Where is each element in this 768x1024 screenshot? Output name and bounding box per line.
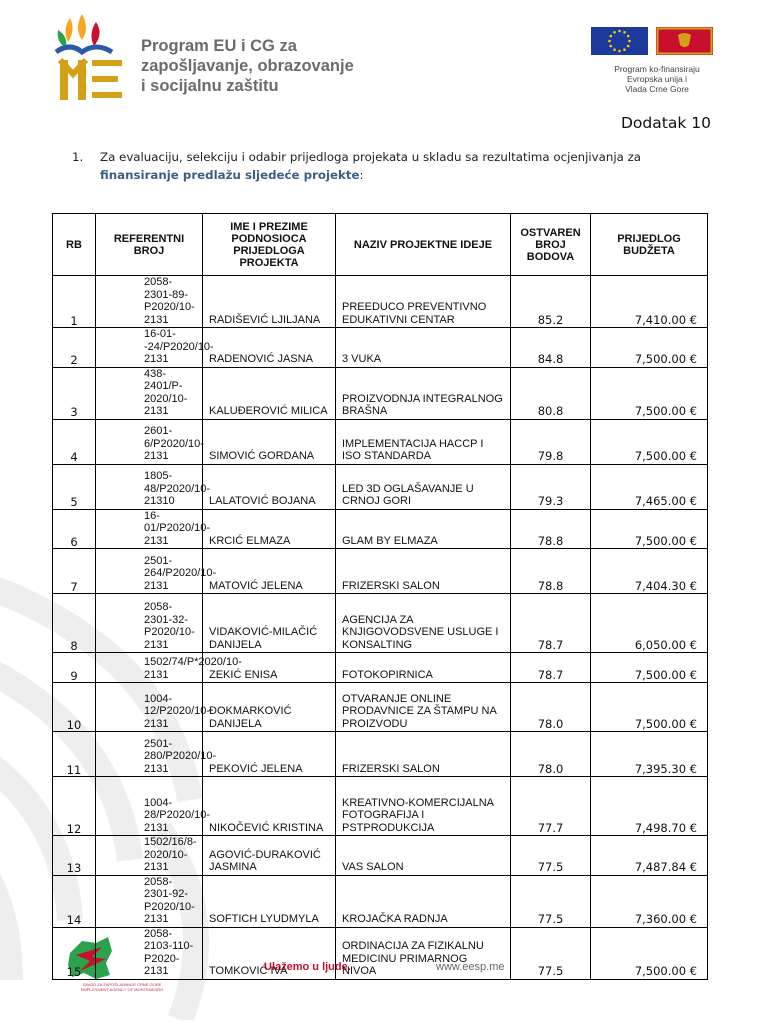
reference-number: 2058-2301-92-P2020/10-2131 xyxy=(96,875,203,927)
applicant-name: KALUĐEROVIĆ MILICA xyxy=(203,367,336,419)
applicant-name: RADENOVIĆ JASNA xyxy=(203,328,336,368)
column-header-points: OSTVAREN BROJ BODOVA xyxy=(511,214,591,276)
budget: 7,500.00 € xyxy=(591,367,708,419)
row-number: 15 xyxy=(53,927,96,979)
table-body xyxy=(53,276,708,980)
table-row xyxy=(53,653,708,683)
points: 84.8 xyxy=(511,328,591,368)
table-row xyxy=(53,594,708,653)
reference-number: 2501-264/P2020/10-2131 xyxy=(96,549,203,594)
table-row xyxy=(53,836,708,876)
budget: 7,487.84 € xyxy=(591,836,708,876)
row-number: 11 xyxy=(53,732,96,777)
budget: 7,410.00 € xyxy=(591,276,708,328)
points: 77.5 xyxy=(511,836,591,876)
agency-name-line: EMPLOYMENT AGENCY OF MONTENEGRO xyxy=(80,987,164,992)
cofinancing-line: Vlada Crne Gore xyxy=(625,84,689,94)
reference-number: 2058-2301-89-P2020/10-2131 xyxy=(96,276,203,328)
reference-number: 16-01--24/P2020/10-2131 xyxy=(96,328,203,368)
column-header-applicant: IME I PREZIME PODNOSIOCA PRIJEDLOGA PROJEKTA xyxy=(203,214,336,276)
eu-flag-icon xyxy=(591,27,648,55)
applicant-name: SIMOVIĆ GORDANA xyxy=(203,419,336,464)
program-title-line: i socijalnu zaštitu xyxy=(141,77,279,95)
points: 79.3 xyxy=(511,464,591,509)
project-idea: GLAM BY ELMAZA xyxy=(336,509,511,549)
points: 78.8 xyxy=(511,509,591,549)
program-logo xyxy=(52,12,134,112)
points: 77.5 xyxy=(511,875,591,927)
reference-number: 2058-2301-32-P2020/10-2131 xyxy=(96,594,203,653)
reference-number: 16-01/P2020/10-2131 xyxy=(96,509,203,549)
agency-name xyxy=(52,982,192,992)
reference-number: 1004-12/P2020/10-2131 xyxy=(96,683,203,732)
budget: 7,465.00 € xyxy=(591,464,708,509)
row-number: 3 xyxy=(53,367,96,419)
intro-highlight: finansiranje predlažu sljedeće projekte xyxy=(100,168,360,182)
project-idea: FRIZERSKI SALON xyxy=(336,732,511,777)
agency-name-line: ZAVOD ZA ZAPOŠLJAVANJE CRNE GORE xyxy=(82,982,162,987)
program-title-line: Program EU i CG za xyxy=(141,37,297,55)
project-idea: KROJAČKA RADNJA xyxy=(336,875,511,927)
table-row xyxy=(53,419,708,464)
intro-text-block xyxy=(100,148,720,184)
cofinancing-line: Program ko-finansiraju xyxy=(614,64,700,74)
row-number: 7 xyxy=(53,549,96,594)
budget: 7,404.30 € xyxy=(591,549,708,594)
intro-text: Za evaluaciju, selekciju i odabir prijedloga projekata u skladu sa rezultatima ocjenjivanja za xyxy=(100,150,641,164)
applicant-name: AGOVIĆ-DURAKOVIĆ JASMINA xyxy=(203,836,336,876)
points: 77.7 xyxy=(511,777,591,836)
table-row xyxy=(53,732,708,777)
intro-number: 1. xyxy=(72,150,84,164)
budget: 7,500.00 € xyxy=(591,927,708,979)
table-row xyxy=(53,509,708,549)
points: 80.8 xyxy=(511,367,591,419)
applicant-name: MATOVIĆ JELENA xyxy=(203,549,336,594)
applicant-name: LALATOVIĆ BOJANA xyxy=(203,464,336,509)
applicant-name: SOFTICH LYUDMYLA xyxy=(203,875,336,927)
project-idea: OTVARANJE ONLINE PRODAVNICE ZA ŠTAMPU NA PROIZVODU xyxy=(336,683,511,732)
budget: 7,500.00 € xyxy=(591,653,708,683)
reference-number: 1502/74/P*2020/10-2131 xyxy=(96,653,203,683)
reference-number: 1502/16/8-2020/10-2131 xyxy=(96,836,203,876)
website-link[interactable]: www.eesp.me xyxy=(436,961,505,973)
column-header-project-idea: NAZIV PROJEKTNE IDEJE xyxy=(336,214,511,276)
reference-number: 2058-2103-110-P2020-2131 xyxy=(96,927,203,979)
table-row xyxy=(53,328,708,368)
row-number: 6 xyxy=(53,509,96,549)
applicant-name: ĐOKMARKOVIĆ DANIJELA xyxy=(203,683,336,732)
project-idea: FOTOKOPIRNICA xyxy=(336,653,511,683)
applicant-name: RADIŠEVIĆ LJILJANA xyxy=(203,276,336,328)
points: 78.7 xyxy=(511,653,591,683)
points: 79.8 xyxy=(511,419,591,464)
table-row xyxy=(53,875,708,927)
row-number: 2 xyxy=(53,328,96,368)
program-title-line: zapošljavanje, obrazovanje xyxy=(141,57,354,75)
montenegro-flag-icon xyxy=(656,27,713,55)
budget: 7,395.30 € xyxy=(591,732,708,777)
table-row xyxy=(53,927,708,979)
cofinancing-line: Evropska unija i xyxy=(626,74,687,84)
reference-number: 2601-6/P2020/10-2131 xyxy=(96,419,203,464)
table-row xyxy=(53,777,708,836)
table-header-row xyxy=(53,214,708,276)
column-header-budget: PRIJEDLOG BUDŽETA xyxy=(591,214,708,276)
column-header-reference: REFERENTNI BROJ xyxy=(96,214,203,276)
slogan: Ulažemo u ljude. xyxy=(264,961,351,973)
annex-title: Dodatak 10 xyxy=(621,114,711,132)
project-idea: AGENCIJA ZA KNJIGOVODSVENE USLUGE I KONSALTING xyxy=(336,594,511,653)
row-number: 1 xyxy=(53,276,96,328)
budget: 7,500.00 € xyxy=(591,509,708,549)
row-number: 10 xyxy=(53,683,96,732)
budget: 7,500.00 € xyxy=(591,419,708,464)
applicant-name: NIKOČEVIĆ KRISTINA xyxy=(203,777,336,836)
applicant-name: ZEKIĆ ENISA xyxy=(203,653,336,683)
row-number: 13 xyxy=(53,836,96,876)
applicant-name: PEKOVIĆ JELENA xyxy=(203,732,336,777)
reference-number: 438-2401/P-2020/10-2131 xyxy=(96,367,203,419)
table-row xyxy=(53,549,708,594)
project-idea: 3 VUKA xyxy=(336,328,511,368)
program-title xyxy=(141,36,381,96)
project-idea: KREATIVNO-KOMERCIJALNA FOTOGRAFIJA I PSTPRODUKCIJA xyxy=(336,777,511,836)
project-idea: LED 3D OGLAŠAVANJE U CRNOJ GORI xyxy=(336,464,511,509)
points: 78.0 xyxy=(511,732,591,777)
project-idea: PREEDUCO PREVENTIVNO EDUKATIVNI CENTAR xyxy=(336,276,511,328)
budget: 7,500.00 € xyxy=(591,328,708,368)
projects-table xyxy=(52,213,708,980)
row-number: 8 xyxy=(53,594,96,653)
budget: 7,498.70 € xyxy=(591,777,708,836)
intro-end: : xyxy=(359,168,364,182)
budget: 6,050.00 € xyxy=(591,594,708,653)
points: 78.8 xyxy=(511,549,591,594)
points: 85.2 xyxy=(511,276,591,328)
cofinancing-note xyxy=(592,64,722,94)
points: 77.5 xyxy=(511,927,591,979)
project-idea: PROIZVODNJA INTEGRALNOG BRAŠNA xyxy=(336,367,511,419)
row-number: 5 xyxy=(53,464,96,509)
budget: 7,360.00 € xyxy=(591,875,708,927)
budget: 7,500.00 € xyxy=(591,683,708,732)
project-idea: IMPLEMENTACIJA HACCP I ISO STANDARDA xyxy=(336,419,511,464)
points: 78.7 xyxy=(511,594,591,653)
project-idea: ORDINACIJA ZA FIZIKALNU MEDICINU PRIMARNOG NIVOA xyxy=(336,927,511,979)
project-idea: VAS SALON xyxy=(336,836,511,876)
project-idea: FRIZERSKI SALON xyxy=(336,549,511,594)
applicant-name: VIDAKOVIĆ-MILAČIĆ DANIJELA xyxy=(203,594,336,653)
table-row xyxy=(53,276,708,328)
table-row xyxy=(53,683,708,732)
row-number: 12 xyxy=(53,777,96,836)
reference-number: 1004-28/P2020/10-2131 xyxy=(96,777,203,836)
reference-number: 1805-48/P2020/10-21310 xyxy=(96,464,203,509)
row-number: 14 xyxy=(53,875,96,927)
row-number: 4 xyxy=(53,419,96,464)
column-header-rb: RB xyxy=(53,214,96,276)
table-row xyxy=(53,367,708,419)
table-row xyxy=(53,464,708,509)
applicant-name: KRCIĆ ELMAZA xyxy=(203,509,336,549)
applicant-name: TOMKOVIĆ IVA xyxy=(203,927,336,979)
points: 78.0 xyxy=(511,683,591,732)
row-number: 9 xyxy=(53,653,96,683)
reference-number: 2501-280/P2020/10-2131 xyxy=(96,732,203,777)
